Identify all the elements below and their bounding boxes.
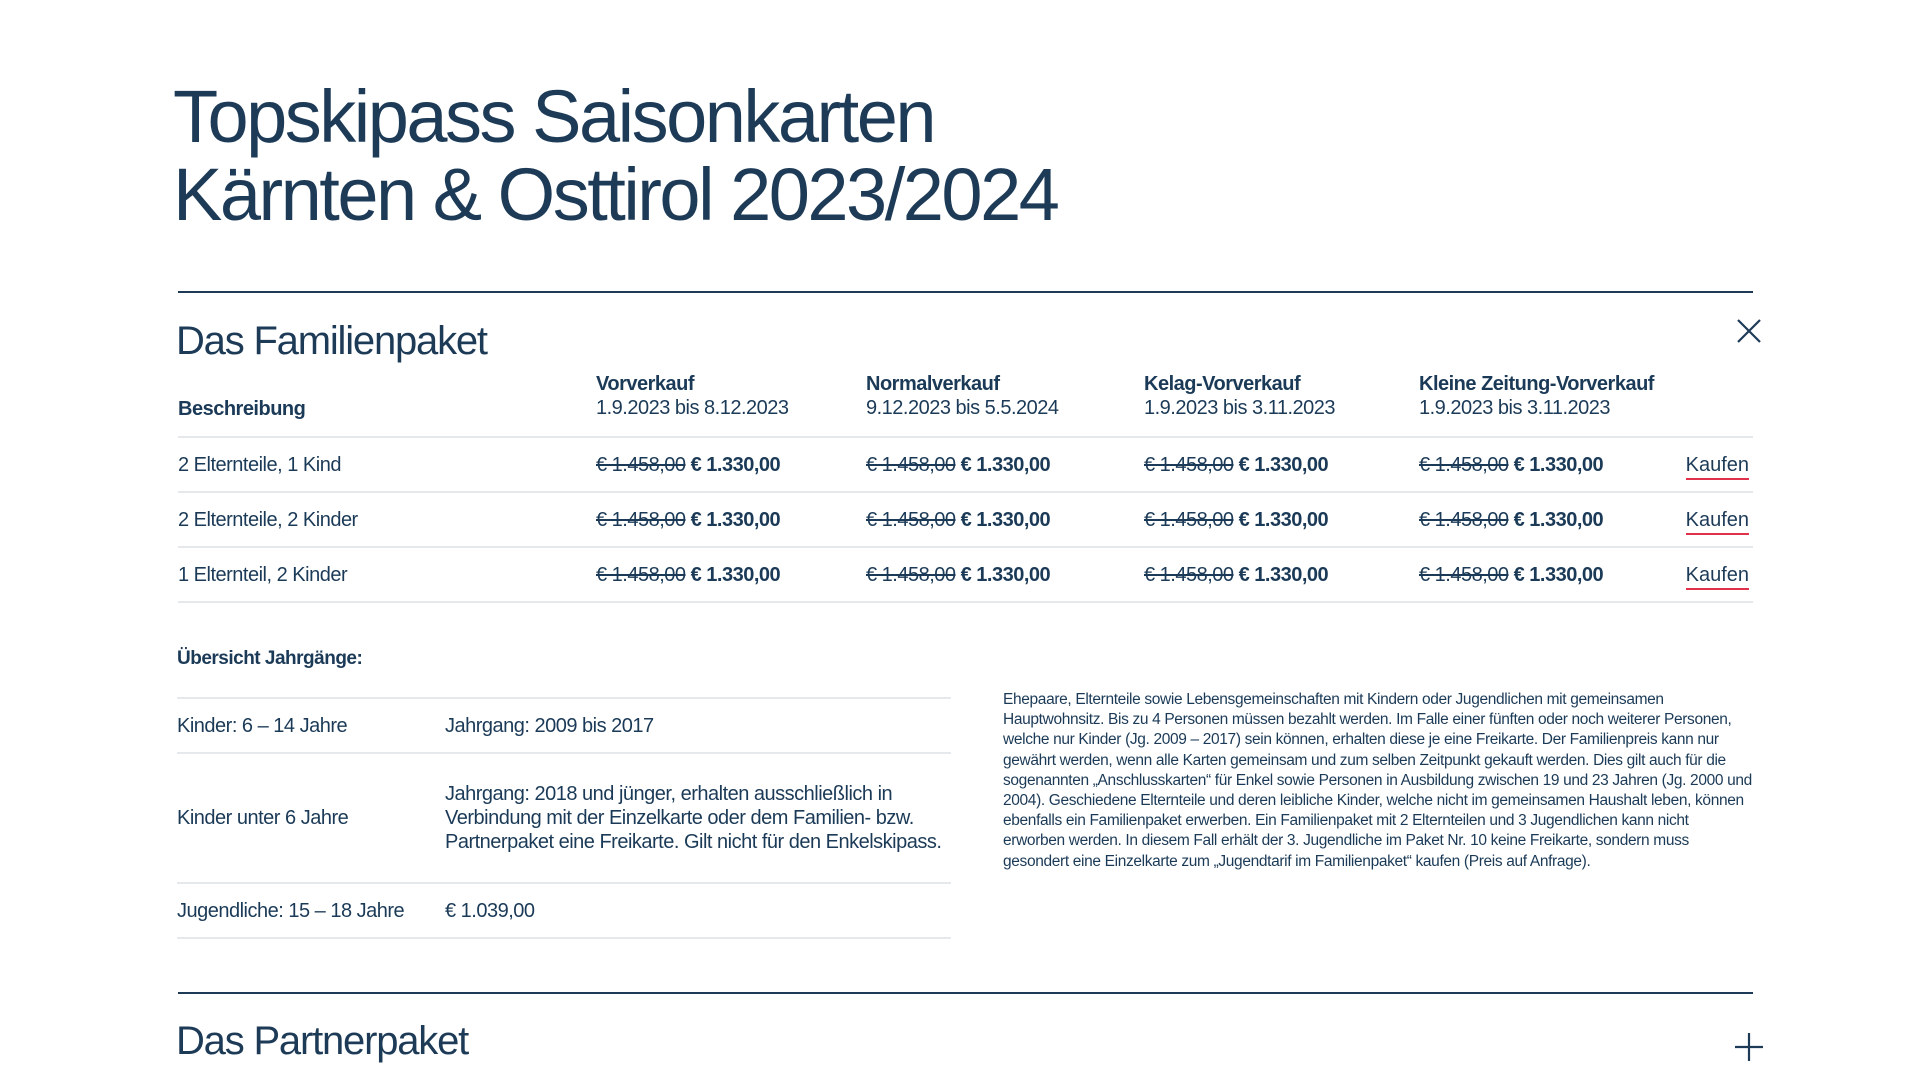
new-price: € 1.330,00	[1513, 564, 1604, 586]
old-price: € 1.458,00	[1144, 454, 1234, 476]
table-row	[178, 548, 1753, 603]
row-label: 2 Elternteile, 2 Kinder	[178, 509, 358, 531]
price-cell	[1419, 453, 1603, 477]
price-cell	[1144, 453, 1328, 477]
overview-table	[177, 697, 951, 939]
family-package-note: Ehepaare, Elternteile sowie Lebensgemeinschaften mit Kindern oder Jugendlichen mit gemeinsamen Hauptwohnsitz. Bis zu 4 Personen müssen bezahlt werden. Im Falle einer fünften oder noch weiterer Personen, welche nur Kinder (Jg. 2009 – 2017) sein können, erhalten diese je eine Freikarte. Der Familienpreis kann nur gewährt werden, wenn alle Karten gemeinsam und zum selben Zeitpunkt gekauft werden. Dies gilt auch für die sogenannten „Anschlusskarten“ für Enkel sowie Personen in Ausbildung zwischen 19 und 23 Jahren (Jg. 2000 und 2004). Geschiedene Elternteile und deren leibliche Kinder, welche nicht im gemeinsamen Haushalt leben, können ebenfalls ein Familienpaket erwerben. Ein Familienpaket mit 2 Elternteilen und 3 Jugendlichen kann nicht erworben werden. In diesem Fall erhält der 3. Jugendliche im Paket Nr. 10 keine Freikarte, sondern muss gesondert eine Einzelkarte zum „Jugendtarif im Familienpaket“ kaufen (Preis auf Anfrage).	[1003, 691, 1752, 870]
column-name: Kleine Zeitung-Vorverkauf	[1419, 373, 1654, 395]
price-table-header	[178, 370, 1753, 438]
new-price: € 1.330,00	[960, 454, 1051, 476]
old-price: € 1.458,00	[866, 454, 956, 476]
column-dates: 1.9.2023 bis 3.11.2023	[1419, 397, 1611, 419]
overview-title: Übersicht Jahrgänge:	[177, 648, 363, 669]
overview-value: € 1.039,00	[445, 899, 535, 922]
overview-row	[177, 884, 951, 939]
row-label: 2 Elternteile, 1 Kind	[178, 454, 341, 476]
overview-value: Jahrgang: 2009 bis 2017	[445, 714, 654, 737]
buy-link[interactable]: Kaufen	[1686, 453, 1749, 480]
price-cell	[866, 563, 1050, 587]
price-cell	[866, 508, 1050, 532]
buy-link[interactable]: Kaufen	[1686, 508, 1749, 535]
price-cell	[1419, 508, 1603, 532]
family-section-title[interactable]: Das Familienpaket	[176, 319, 487, 363]
partner-section-title[interactable]: Das Partnerpaket	[176, 1019, 469, 1063]
price-cell	[1419, 563, 1603, 587]
overview-row	[177, 754, 951, 884]
new-price: € 1.330,00	[1513, 454, 1604, 476]
description-header: Beschreibung	[178, 398, 306, 420]
table-row	[178, 493, 1753, 548]
old-price: € 1.458,00	[1419, 454, 1509, 476]
old-price: € 1.458,00	[1419, 509, 1509, 531]
plus-icon[interactable]	[1734, 1032, 1764, 1062]
column-dates: 9.12.2023 bis 5.5.2024	[866, 397, 1059, 419]
price-cell	[596, 508, 780, 532]
old-price: € 1.458,00	[866, 564, 956, 586]
old-price: € 1.458,00	[1419, 564, 1509, 586]
new-price: € 1.330,00	[690, 509, 781, 531]
price-cell	[1144, 563, 1328, 587]
overview-label: Kinder unter 6 Jahre	[177, 807, 349, 829]
column-name: Normalverkauf	[866, 373, 1000, 395]
overview-value: Jahrgang: 2018 und jünger, erhalten ausschließlich in Verbindung mit der Einzelkarte oder dem Familien- bzw. Partnerpaket eine Freikarte. Gilt nicht für den Enkelskipass.	[445, 783, 942, 853]
column-header-kelag-vorverkauf	[1144, 372, 1335, 420]
old-price: € 1.458,00	[596, 454, 686, 476]
buy-link[interactable]: Kaufen	[1686, 563, 1749, 590]
new-price: € 1.330,00	[1238, 454, 1329, 476]
page-title-line-2: Kärnten & Osttirol 2023/2024	[173, 153, 1058, 236]
overview-label: Jugendliche: 15 – 18 Jahre	[177, 899, 405, 922]
old-price: € 1.458,00	[1144, 509, 1234, 531]
new-price: € 1.330,00	[1238, 564, 1329, 586]
old-price: € 1.458,00	[1144, 564, 1234, 586]
column-header-vorverkauf	[596, 372, 789, 420]
new-price: € 1.330,00	[960, 564, 1051, 586]
new-price: € 1.330,00	[1513, 509, 1604, 531]
row-label: 1 Elternteil, 2 Kinder	[178, 564, 348, 586]
page-title-line-1: Topskipass Saisonkarten	[173, 75, 935, 158]
old-price: € 1.458,00	[596, 564, 686, 586]
section-divider	[178, 291, 1753, 293]
overview-label: Kinder: 6 – 14 Jahre	[177, 714, 348, 737]
column-header-kleine-zeitung-vorverkauf	[1419, 372, 1654, 420]
column-name: Kelag-Vorverkauf	[1144, 373, 1301, 395]
column-dates: 1.9.2023 bis 8.12.2023	[596, 397, 789, 419]
price-cell	[866, 453, 1050, 477]
price-cell	[596, 563, 780, 587]
new-price: € 1.330,00	[1238, 509, 1329, 531]
column-dates: 1.9.2023 bis 3.11.2023	[1144, 397, 1336, 419]
column-name: Vorverkauf	[596, 373, 695, 395]
old-price: € 1.458,00	[866, 509, 956, 531]
price-table	[178, 370, 1753, 603]
column-header-normalverkauf	[866, 372, 1059, 420]
section-divider	[178, 992, 1753, 994]
close-icon[interactable]	[1736, 318, 1762, 344]
new-price: € 1.330,00	[690, 454, 781, 476]
new-price: € 1.330,00	[690, 564, 781, 586]
page-title	[173, 75, 1373, 236]
price-cell	[596, 453, 780, 477]
table-row	[178, 438, 1753, 493]
old-price: € 1.458,00	[596, 509, 686, 531]
price-cell	[1144, 508, 1328, 532]
overview-row	[177, 699, 951, 754]
new-price: € 1.330,00	[960, 509, 1051, 531]
